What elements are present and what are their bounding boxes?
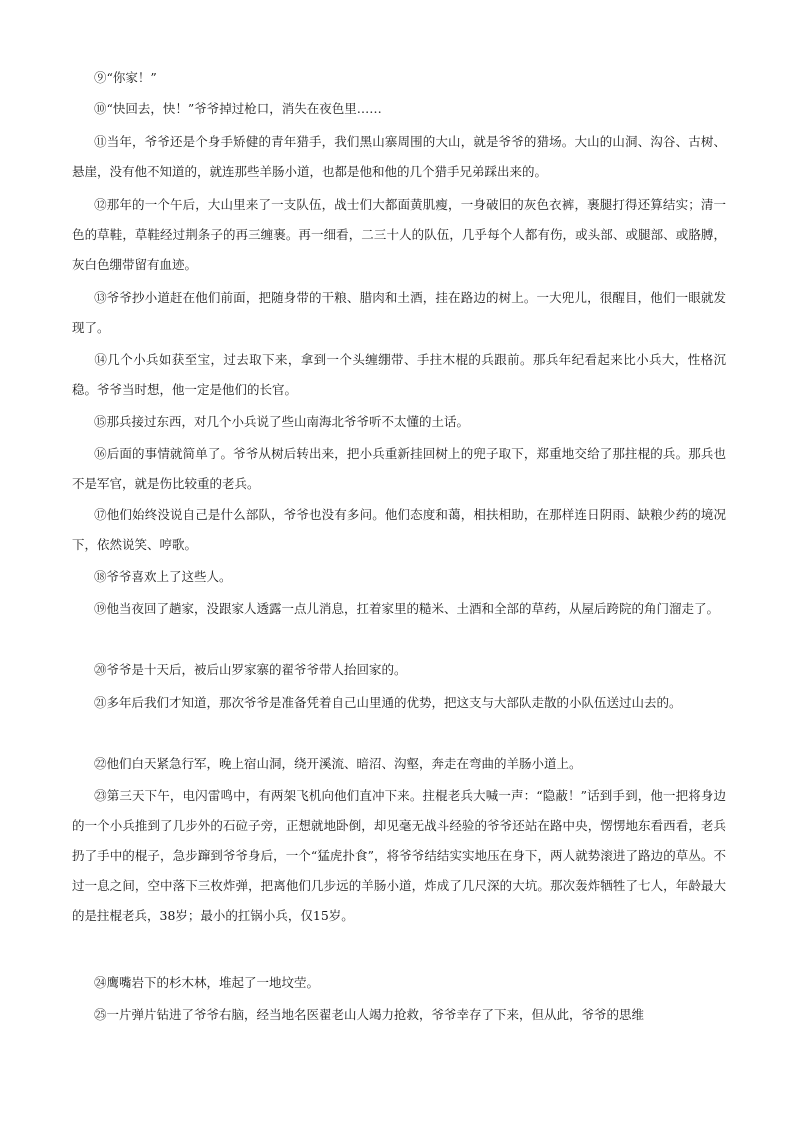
paragraph-text: ㉒他们白天紧急行军，晚上宿山洞，绕开溪流、暗沼、沟壑，奔走在弯曲的羊肠小道上。 <box>94 756 582 771</box>
paragraph-text: ㉔鹰嘴岩下的杉木林，堆起了一地坟茔。 <box>94 975 320 990</box>
paragraph-25 <box>72 1000 726 1030</box>
paragraph-text: ⑬爷爷抄小道赶在他们前面，把随身带的干粮、腊肉和土酒，挂在路边的树上。一大兜儿，很醒目，他们一眼就发现了。 <box>72 290 726 335</box>
paragraph-11 <box>72 127 726 187</box>
paragraph-10 <box>72 94 726 124</box>
paragraph-text: ⑰他们始终没说自己是什么部队，爷爷也没有多问。他们态度和蔼，相扶相助，在那样连日阴雨、缺粮少药的境况下，依然说笑、哼歌。 <box>72 507 726 552</box>
paragraph-text: ㉕一片弹片钻进了爷爷右脑，经当地名医翟老山人竭力抢救，爷爷幸存了下来，但从此，爷爷的思维 <box>94 1007 645 1022</box>
paragraph-text: ⑭几个小兵如获至宝，过去取下来，拿到一个头缠绷带、手拄木棍的兵跟前。那兵年纪看起来比小兵大，性格沉稳。爷爷当时想，他一定是他们的长官。 <box>72 352 726 397</box>
paragraph-12 <box>72 190 726 280</box>
paragraph-text: ㉑多年后我们才知道，那次爷爷是准备凭着自己山里通的优势，把这支与大部队走散的小队伍送过山去的。 <box>94 695 682 710</box>
paragraph-9 <box>72 63 726 93</box>
paragraph-20 <box>72 655 726 685</box>
paragraph-text: ⑮那兵接过东西，对几个小兵说了些山南海北爷爷听不太懂的土话。 <box>94 414 470 429</box>
paragraph-22 <box>72 749 726 779</box>
paragraph-16 <box>72 439 726 499</box>
paragraph-text: ⑫那年的一个午后，大山里来了一支队伍，战士们大都面黄肌瘦，一身破旧的灰色衣裤，裹腿打得还算结实；清一色的草鞋，草鞋经过荆条子的再三缠裹。再一细看，二三十人的队伍，几乎每个人都有伤，或头部、或腿部、或胳膊，灰白色绷带留有血迹。 <box>72 197 726 272</box>
paragraph-18 <box>72 562 726 592</box>
paragraph-13 <box>72 283 726 343</box>
paragraph-text: ⑪当年，爷爷还是个身手矫健的青年猎手，我们黑山寨周围的大山，就是爷爷的猎场。大山的山洞、沟谷、古树、悬崖，没有他不知道的，就连那些羊肠小道，也都是他和他的几个猎手兄弟踩出来的。 <box>72 134 726 179</box>
paragraph-19 <box>72 594 726 624</box>
paragraph-text: ⑯后面的事情就简单了。爷爷从树后转出来，把小兵重新挂回树上的兜子取下，郑重地交给了那拄棍的兵。那兵也不是军官，就是伤比较重的老兵。 <box>72 446 726 491</box>
paragraph-23 <box>72 781 726 931</box>
paragraph-21 <box>72 688 726 718</box>
paragraph-17 <box>72 500 726 560</box>
paragraph-text: ⑩“快回去，快！”爷爷掉过枪口，消失在夜色里…… <box>94 101 382 116</box>
paragraph-text: ⑲他当夜回了趟家，没跟家人透露一点儿消息，扛着家里的糙米、土酒和全部的草药，从屋后跨院的角门溜走了。 <box>94 601 720 616</box>
paragraph-text: ⑱爷爷喜欢上了这些人。 <box>94 569 232 584</box>
paragraph-text: ⑨“你家！” <box>94 70 157 85</box>
paragraph-text: ⑳爷爷是十天后，被后山罗家寨的翟爷爷带人抬回家的。 <box>94 662 407 677</box>
paragraph-24 <box>72 968 726 998</box>
paragraph-text: ㉓第三天下午，电闪雷鸣中，有两架飞机向他们直冲下来。拄棍老兵大喊一声：“隐蔽！”话到手到，他一把将身边的一个小兵推到了几步外的石砬子旁，正想就地卧倒，却见毫无战斗经验的爷爷还站在路中央，愣愣地东看西看，老兵扔了手中的棍子，急步蹿到爷爷身后，一个“猛虎扑食”，将爷爷结结实实地压在身下，两人就势滚进了路边的草丛。不过一息之间，空中落下三枚炸弹，把离他们几步远的羊肠小道，炸成了几尺深的大坑。那次轰炸牺牲了七人，年龄最大的是拄棍老兵，38岁；最小的扛锅小兵，仅15岁。 <box>72 788 726 923</box>
paragraph-14 <box>72 345 726 405</box>
paragraph-15 <box>72 407 726 437</box>
